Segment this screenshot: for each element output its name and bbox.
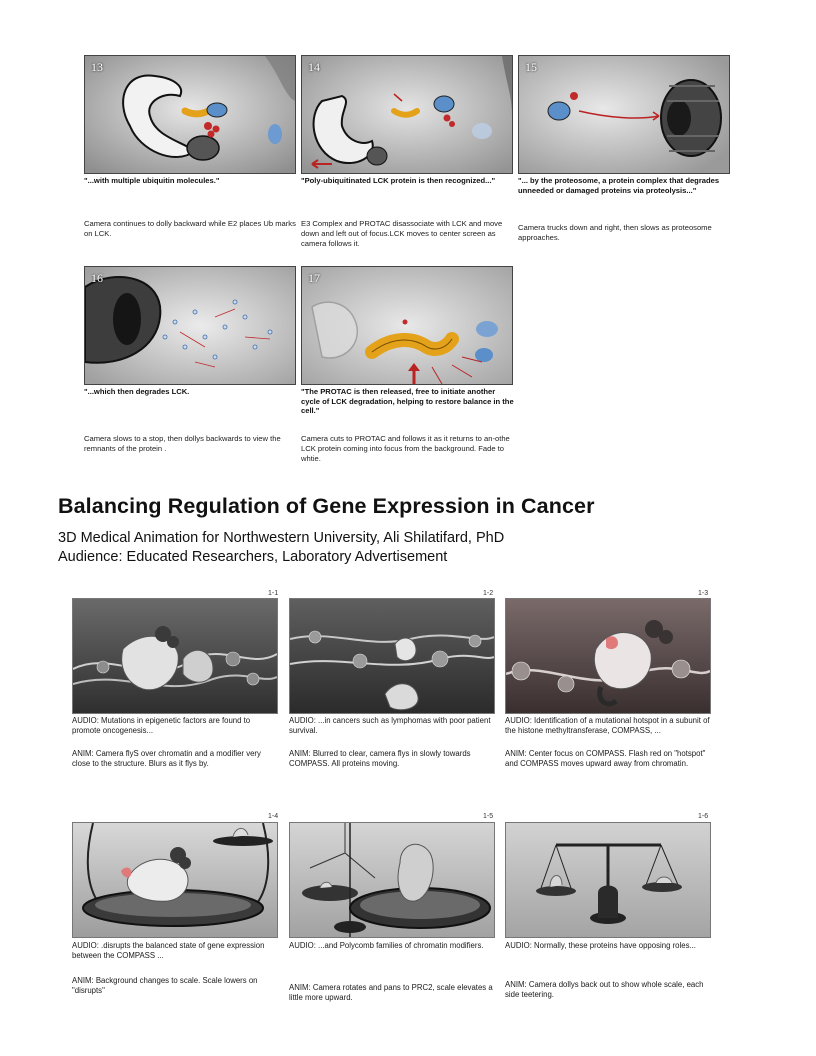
storyboard-frame-15 <box>518 55 730 174</box>
panel-15-quote: "... by the proteosome, a protein complex that degrades unneeded or damaged proteins via proteolysis..." <box>518 176 720 195</box>
subtitle-audience: Audience: Educated Researchers, Laboratory Advertisement <box>58 549 448 565</box>
subtitle-credit: 3D Medical Animation for Northwestern University, Ali Shilatifard, PhD <box>58 530 505 546</box>
frame-number-1-2: 1-2 <box>483 590 494 597</box>
frame-1-6-illustration <box>506 823 710 937</box>
panel-14-note: E3 Complex and PROTAC disassociate with LCK and move down and left out of focus.LCK moves to center screen as camera follows it. <box>301 219 503 248</box>
frame-14-illustration <box>302 56 512 173</box>
panel-16-quote: "...which then degrades LCK. <box>84 387 190 396</box>
audio-1-1: AUDIO: Mutations in epigenetic factors are found to promote oncogenesis... <box>72 716 251 735</box>
anim-1-6: ANIM: Camera dollys back out to show whole scale, each side teetering. <box>505 980 704 999</box>
storyboard-frame-16 <box>84 266 296 385</box>
panel-13-quote: "...with multiple ubiquitin molecules." <box>84 176 220 185</box>
anim-1-2: ANIM: Blurred to clear, camera flys in slowly towards COMPASS. All proteins moving. <box>289 749 471 768</box>
frame-17-illustration <box>302 267 512 384</box>
frame-16-illustration <box>85 267 295 384</box>
panel-14-quote: "Poly-ubiquitinated LCK protein is then recognized..." <box>301 176 496 185</box>
storyboard-frame-1-2 <box>289 598 495 714</box>
frame-number-1-1: 1-1 <box>268 590 279 597</box>
frame-1-5-illustration <box>290 823 494 937</box>
frame-number: 16 <box>91 271 103 285</box>
audio-1-5: AUDIO: ...and Polycomb families of chromatin modifiers. <box>289 941 484 950</box>
storyboard-frame-1-6 <box>505 822 711 938</box>
anim-1-1: ANIM: Camera flyS over chromatin and a modifier very close to the structure. Blurs as it flys by. <box>72 749 261 768</box>
frame-13-illustration <box>85 56 295 173</box>
frame-1-1-illustration <box>73 599 277 713</box>
frame-1-3-illustration <box>506 599 710 713</box>
storyboard-frame-14 <box>301 55 513 174</box>
frame-1-4-illustration <box>73 823 277 937</box>
frame-number: 17 <box>308 271 320 285</box>
audio-1-3: AUDIO: Identification of a mutational hotspot in a subunit of the histone methyltransferase, COMPASS, ... <box>505 716 710 735</box>
frame-number: 13 <box>91 60 103 74</box>
frame-number: 15 <box>525 60 537 74</box>
frame-number-1-3: 1-3 <box>698 590 709 597</box>
storyboard-frame-1-5 <box>289 822 495 938</box>
storyboard-frame-1-1 <box>72 598 278 714</box>
page-title: Balancing Regulation of Gene Expression in Cancer <box>58 494 595 518</box>
panel-15-note: Camera trucks down and right, then slows as proteosome approaches. <box>518 223 712 242</box>
storyboard-frame-17 <box>301 266 513 385</box>
panel-13-note: Camera continues to dolly backward while E2 places Ub marks on LCK. <box>84 219 296 238</box>
panel-17-note: Camera cuts to PROTAC and follows it as it returns to an-othe LCK protein coming into focus from the background. Fade to whtie. <box>301 434 510 463</box>
anim-1-4: ANIM: Background changes to scale. Scale lowers on "disrupts" <box>72 976 258 995</box>
audio-1-2: AUDIO: ...in cancers such as lymphomas with poor patient survival. <box>289 716 491 735</box>
anim-1-5: ANIM: Camera rotates and pans to PRC2, scale elevates a little more upward. <box>289 983 493 1002</box>
anim-1-3: ANIM: Center focus on COMPASS. Flash red on "hotspot" and COMPASS moves upward away from chromatin. <box>505 749 706 768</box>
audio-1-6: AUDIO: Normally, these proteins have opposing roles... <box>505 941 696 950</box>
frame-number-1-6: 1-6 <box>698 813 709 820</box>
panel-16-note: Camera slows to a stop, then dollys backwards to view the remnants of the protein . <box>84 434 281 453</box>
storyboard-frame-1-4 <box>72 822 278 938</box>
storyboard-frame-1-3 <box>505 598 711 714</box>
audio-1-4: AUDIO: .disrupts the balanced state of gene expression between the COMPASS ... <box>72 941 265 960</box>
frame-number-1-5: 1-5 <box>483 813 494 820</box>
frame-15-illustration <box>519 56 729 173</box>
storyboard-frame-13 <box>84 55 296 174</box>
frame-number: 14 <box>308 60 320 74</box>
frame-1-2-illustration <box>290 599 494 713</box>
frame-number-1-4: 1-4 <box>268 813 279 820</box>
panel-17-quote: "The PROTAC is then released, free to initiate another cycle of LCK degradation, helping to restore balance in the cell." <box>301 387 514 415</box>
